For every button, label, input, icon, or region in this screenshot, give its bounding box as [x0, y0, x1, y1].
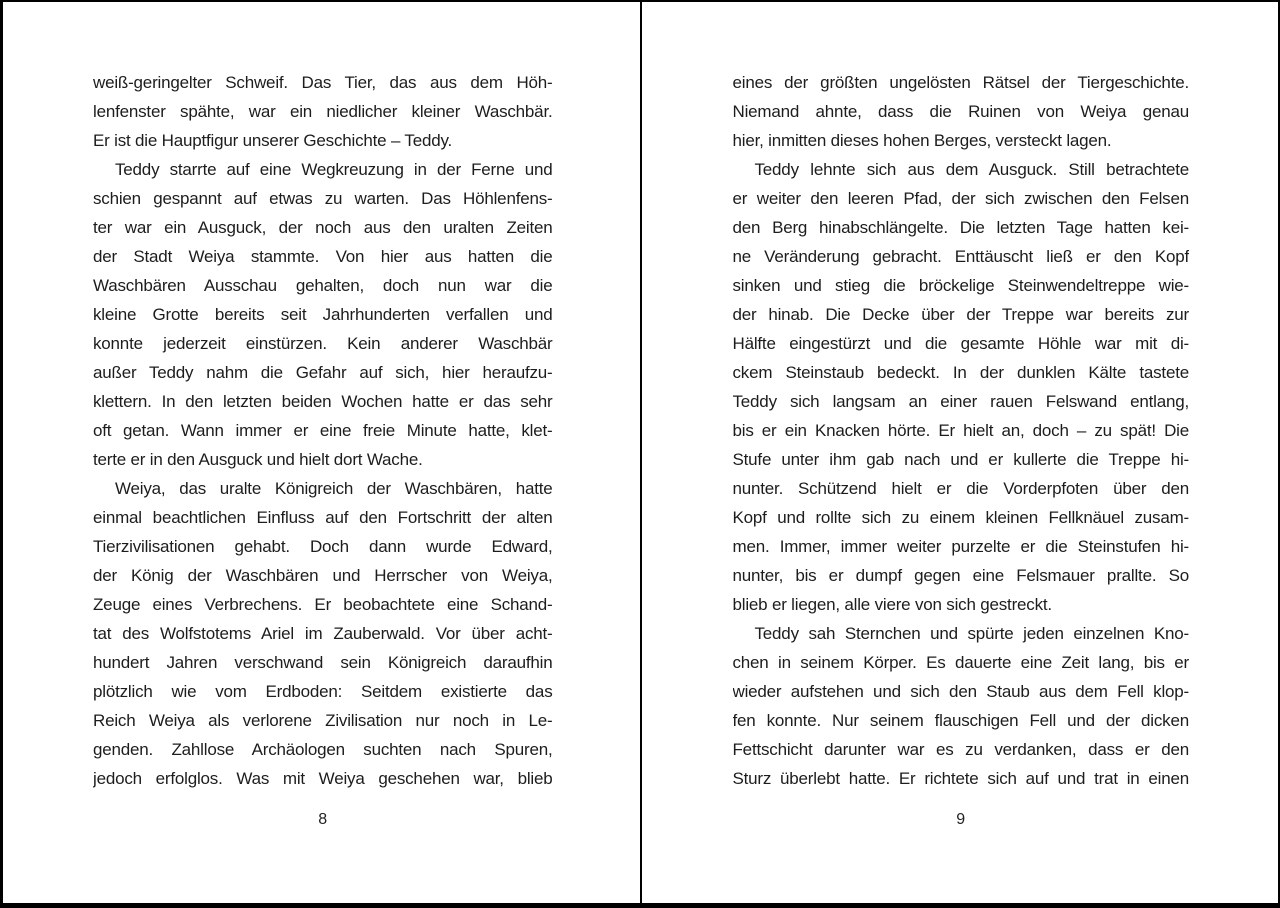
text-line: blieb er liegen, alle viere von sich gestreckt. — [732, 595, 1052, 614]
page-left — [3, 2, 640, 903]
page-left-number: 8 — [318, 811, 328, 828]
text-line: men. Immer, immer weiter purzelte er die Steinstufen hi- — [732, 537, 1189, 556]
text-line: Sturz überlebt hatte. Er richtete sich auf und trat in einen — [732, 769, 1189, 788]
text-line: nunter, bis er dumpf gegen eine Felsmauer prallte. So — [732, 566, 1189, 585]
text-line: klettern. In den letzten beiden Wochen hatte er das sehr — [93, 392, 553, 411]
page-right-number: 9 — [956, 811, 966, 828]
text-line: Er ist die Hauptfigur unserer Geschichte – Teddy. — [93, 131, 453, 150]
text-line: oft getan. Wann immer er eine freie Minute hatte, klet- — [93, 421, 553, 440]
text-line: fen konnte. Nur seinem flauschigen Fell und der dicken — [732, 711, 1189, 730]
text-line: eines der größten ungelösten Rätsel der Tiergeschichte. — [732, 73, 1189, 92]
text-line: nunter. Schützend hielt er die Vorderpfoten über den — [732, 479, 1189, 498]
page-right-text — [733, 68, 1190, 793]
text-line: Weiya, das uralte Königreich der Waschbären, hatte — [115, 479, 553, 498]
page-right — [642, 2, 1279, 903]
text-line: er weiter den leeren Pfad, der sich zwischen den Felsen — [732, 189, 1189, 208]
text-line: kleine Grotte bereits seit Jahrhunderten verfallen und — [93, 305, 553, 324]
text-line: der Stadt Weiya stammte. Von hier aus hatten die — [93, 247, 553, 266]
text-line: den Berg hinabschlängelte. Die letzten Tage hatten kei- — [732, 218, 1189, 237]
text-line: ne Veränderung gebracht. Enttäuscht ließ er den Kopf — [732, 247, 1189, 266]
text-line: Teddy starrte auf eine Wegkreuzung in der Ferne und — [115, 160, 553, 179]
text-line: lenfenster spähte, war ein niedlicher kleiner Waschbär. — [93, 102, 553, 121]
text-line: einmal beachtlichen Einfluss auf den Fortschritt der alten — [93, 508, 553, 527]
text-line: ter war ein Ausguck, der noch aus den uralten Zeiten — [93, 218, 553, 237]
text-line: Teddy sah Sternchen und spürte jeden einzelnen Kno- — [754, 624, 1189, 643]
text-line: plötzlich wie vom Erdboden: Seitdem existierte das — [93, 682, 553, 701]
text-line: terte er in den Ausguck und hielt dort Wache. — [93, 450, 423, 469]
text-line: hier, inmitten dieses hohen Berges, versteckt lagen. — [732, 131, 1112, 150]
text-line: jedoch erfolglos. Was mit Weiya geschehen war, blieb — [93, 769, 553, 788]
text-line: bis er ein Knacken hörte. Er hielt an, doch – zu spät! Die — [732, 421, 1189, 440]
page-left-column — [93, 68, 553, 832]
text-line: Teddy sich langsam an einer rauen Felswand entlang, — [732, 392, 1189, 411]
text-line: weiß-geringelter Schweif. Das Tier, das aus dem Höh- — [93, 73, 553, 92]
text-line: Waschbären Ausschau gehalten, doch nun war die — [93, 276, 553, 295]
text-line: ckem Steinstaub bedeckt. In der dunklen Kälte tastete — [732, 363, 1189, 382]
text-line: genden. Zahllose Archäologen suchten nach Spuren, — [93, 740, 553, 759]
text-line: der König der Waschbären und Herrscher von Weiya, — [93, 566, 553, 585]
page-right-column — [733, 68, 1190, 832]
text-line: schien gespannt auf etwas zu warten. Das Höhlenfens- — [93, 189, 553, 208]
page-left-text — [93, 68, 553, 793]
text-line: Reich Weiya als verlorene Zivilisation nur noch in Le- — [93, 711, 553, 730]
text-line: tat des Wolfstotems Ariel im Zauberwald. Vor über acht- — [93, 624, 553, 643]
text-line: Hälfte eingestürzt und die gesamte Höhle war mit di- — [732, 334, 1189, 353]
text-line: Niemand ahnte, dass die Ruinen von Weiya genau — [732, 102, 1189, 121]
text-line: Kopf und rollte sich zu einem kleinen Fellknäuel zusam- — [732, 508, 1189, 527]
text-line: außer Teddy nahm die Gefahr auf sich, hier heraufzu- — [93, 363, 553, 382]
text-line: sinken und stieg die bröckelige Steinwendeltreppe wie- — [732, 276, 1189, 295]
text-line: Stufe unter ihm gab nach und er kullerte die Treppe hi- — [732, 450, 1189, 469]
text-line: hundert Jahren verschwand sein Königreich daraufhin — [93, 653, 553, 672]
text-line: konnte jederzeit einstürzen. Kein anderer Waschbär — [93, 334, 553, 353]
text-line: Teddy lehnte sich aus dem Ausguck. Still betrachtete — [754, 160, 1189, 179]
text-line: wieder aufstehen und sich den Staub aus dem Fell klop- — [732, 682, 1189, 701]
text-line: Tierzivilisationen gehabt. Doch dann wurde Edward, — [93, 537, 553, 556]
text-line: Fettschicht darunter war es zu verdanken, dass er den — [732, 740, 1189, 759]
text-line: der hinab. Die Decke über der Treppe war bereits zur — [732, 305, 1189, 324]
text-line: Zeuge eines Verbrechens. Er beobachtete eine Schand- — [93, 595, 553, 614]
text-line: chen in seinem Körper. Es dauerte eine Zeit lang, bis er — [732, 653, 1189, 672]
